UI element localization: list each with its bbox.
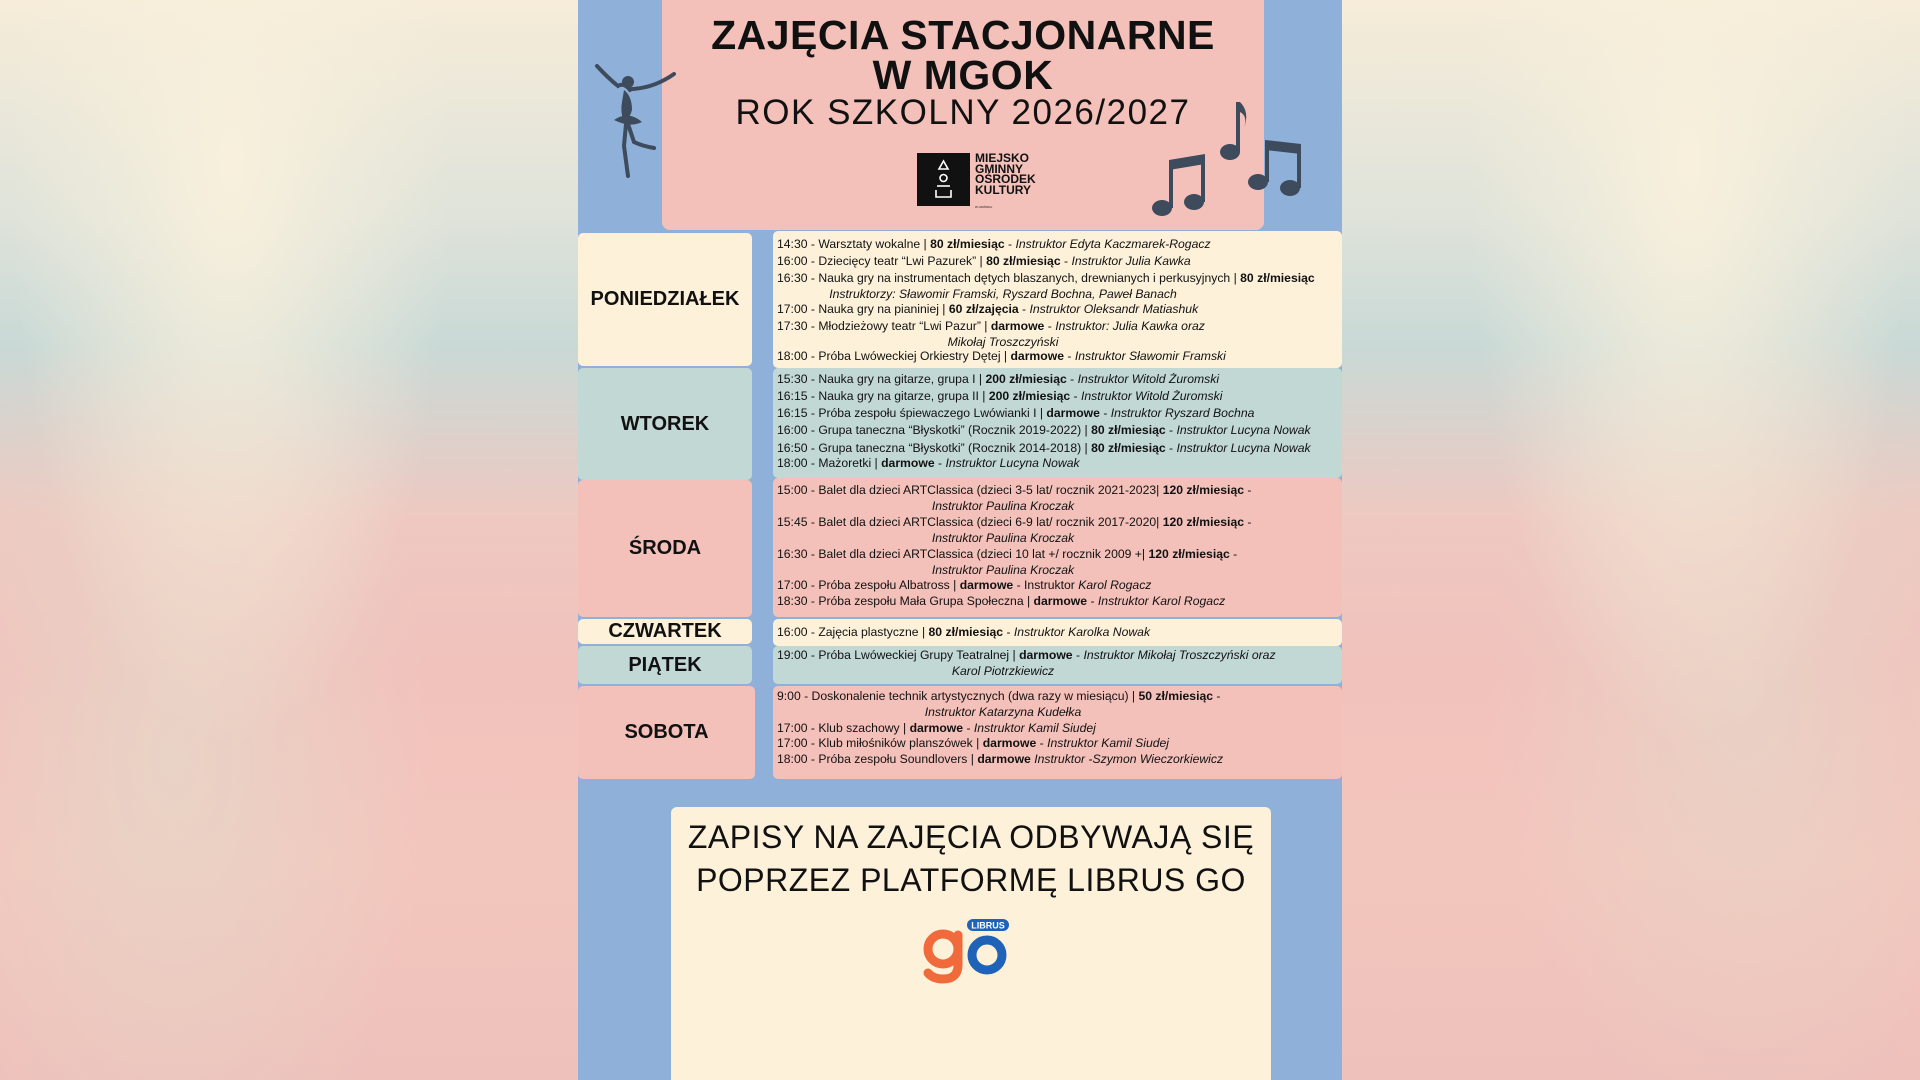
schedule-entry — [777, 406, 1254, 420]
entry-text: 16:30 - Balet dla dzieci ARTClassica (dzieci 10 lat +/ rocznik 2009 +| — [777, 547, 1149, 561]
entry-text: 15:00 - Balet dla dzieci ARTClassica (dzieci 3-5 lat/ rocznik 2021-2023| — [777, 483, 1163, 497]
entry-instructor: Instruktor Witold Żuromski — [1080, 389, 1223, 403]
entry-text: 18:00 - Mażoretki | — [777, 456, 882, 470]
schedule-entry — [777, 547, 1237, 561]
schedule-tuesday — [773, 368, 1342, 478]
background-blur-left — [0, 0, 578, 1080]
schedule-entry — [773, 563, 1233, 577]
entry-text: 18:30 - Próba zespołu Mała Grupa Społeczna | — [777, 594, 1034, 608]
schedule-entry — [777, 271, 1315, 285]
entry-text: 16:00 - Dziecięcy teatr “Lwi Pazurek” | — [777, 254, 987, 268]
entry-separator: - — [1244, 515, 1252, 529]
schedule-wednesday — [773, 478, 1342, 617]
schedule-friday — [773, 646, 1342, 684]
entry-text: 14:30 - Warsztaty wokalne | — [777, 237, 931, 251]
librus-badge-text: LIBRUS — [971, 920, 1005, 931]
entry-separator: - — [1044, 319, 1056, 333]
entry-instructor: Karol Piotrzkiewicz — [951, 664, 1055, 678]
entry-instructor: Instruktor Lucyna Nowak — [1176, 423, 1311, 437]
entry-text: 17:00 - Klub szachowy | — [777, 721, 910, 735]
day-label-wednesday: ŚRODA — [578, 480, 752, 617]
entry-separator: - — [1003, 625, 1014, 639]
enrollment-text-line2: POPRZEZ PLATFORMĘ LIBRUS GO — [696, 862, 1246, 898]
entry-instructor: Instruktor -Szymon Wieczorkiewicz — [1034, 752, 1224, 766]
schedule-entry — [773, 335, 1233, 349]
schedule-entry — [777, 648, 1276, 662]
entry-text: 16:00 - Zajęcia plastyczne | — [777, 625, 929, 639]
entry-price: 60 zł/zajęcia — [948, 302, 1019, 316]
poster-title-line2: W MGOK — [872, 52, 1054, 98]
day-label-saturday: SOBOTA — [578, 686, 755, 779]
librus-go-logo — [919, 915, 1019, 985]
entry-price: 80 zł/miesiąc — [1240, 271, 1315, 285]
entry-text: 16:15 - Próba zespołu śpiewaczego Lwówianki I | — [777, 406, 1047, 420]
entry-separator: - — [963, 721, 974, 735]
schedule-entry — [777, 483, 1251, 497]
entry-text: 17:00 - Próba zespołu Albatross | — [777, 578, 960, 592]
entry-instructor: Instruktor Kamil Siudej — [973, 721, 1096, 735]
entry-text: 16:30 - Nauka gry na instrumentach dętych blaszanych, drewnianych i perkusyjnych | — [777, 271, 1241, 285]
entry-instructor: Karol Rogacz — [1078, 578, 1152, 592]
entry-price: darmowe — [982, 736, 1037, 750]
entry-instructor: Instruktor Sławomir Framski — [1074, 349, 1226, 363]
entry-text: 17:00 - Klub miłośników planszówek | — [777, 736, 983, 750]
entry-separator: - — [1070, 389, 1081, 403]
entry-text: 17:30 - Młodzieżowy teatr “Lwi Pazur” | — [777, 319, 991, 333]
enrollment-text-line1: ZAPISY NA ZAJĘCIA ODBYWAJĄ SIĘ — [687, 819, 1255, 855]
mgok-logo — [917, 153, 1035, 209]
entry-separator: - — [1244, 483, 1252, 497]
entry-price: 80 zł/miesiąc — [1091, 441, 1166, 455]
entry-price: 120 zł/miesiąc — [1162, 515, 1244, 529]
schedule-entry — [777, 441, 1311, 455]
entry-price: 120 zł/miesiąc — [1162, 483, 1244, 497]
day-label-tuesday: WTOREK — [578, 368, 752, 480]
entry-instructor: Instruktor Lucyna Nowak — [945, 456, 1080, 470]
music-notes-icon — [1150, 98, 1310, 226]
entry-price: darmowe — [977, 752, 1031, 766]
entry-price: darmowe — [1046, 406, 1100, 420]
entry-text: 19:00 - Próba Lwóweckiej Grupy Teatralnej | — [777, 648, 1020, 662]
entry-instructor: Instruktor Karolka Nowak — [1013, 625, 1151, 639]
entry-instructor: Instruktor: Julia Kawka oraz — [1055, 319, 1205, 333]
entry-text: 16:00 - Grupa taneczna “Błyskotki” (Rocznik 2019-2022) | — [777, 423, 1092, 437]
schedule-entry — [777, 578, 1151, 592]
schedule-entry — [777, 594, 1225, 608]
schedule-entry — [777, 736, 1169, 750]
entry-text: 9:00 - Doskonalenie technik artystycznych (dwa razy w miesiącu) | — [777, 689, 1139, 703]
enrollment-info-box — [671, 807, 1271, 1080]
schedule-entry — [773, 664, 1233, 678]
schedule-monday — [773, 231, 1342, 368]
entry-instructor: Instruktor Mikołaj Troszczyński oraz — [1083, 648, 1276, 662]
entry-separator: - — [1165, 423, 1177, 437]
schedule-entry — [773, 705, 1233, 719]
schedule-entry — [777, 254, 1191, 268]
entry-price: 200 zł/miesiąc — [988, 389, 1071, 403]
entry-text: 16:15 - Nauka gry na gitarze, grupa II | — [777, 389, 989, 403]
schedule-entry — [777, 625, 1150, 639]
entry-text: 15:30 - Nauka gry na gitarze, grupa I | — [777, 372, 986, 386]
entry-instructor: Mikołaj Troszczyński — [947, 335, 1059, 349]
entry-instructor: Instruktor Witold Żuromski — [1077, 372, 1220, 386]
day-label-thursday: CZWARTEK — [578, 619, 752, 644]
entry-separator: - — [1099, 406, 1111, 420]
schedule-entry — [777, 721, 1096, 735]
entry-separator: - — [1165, 441, 1177, 455]
entry-price: darmowe — [959, 578, 1014, 592]
entry-instructor: Instruktor Oleksandr Matiashuk — [1029, 302, 1199, 316]
entry-text: 18:00 - Próba Lwóweckiej Orkiestry Dętej | — [777, 349, 1011, 363]
entry-separator: - — [1063, 349, 1075, 363]
schedule-entry — [777, 752, 1223, 766]
entry-instructor: Instruktor Julia Kawka — [1071, 254, 1191, 268]
ballerina-icon — [594, 62, 694, 182]
day-label-friday: PIĄTEK — [578, 646, 752, 684]
entry-price: 200 zł/miesiąc — [985, 372, 1067, 386]
entry-text: 18:00 - Próba zespołu Soundlovers | — [777, 752, 978, 766]
entry-price: 80 zł/miesiąc — [1091, 423, 1166, 437]
entry-separator: - — [1060, 254, 1072, 268]
entry-price: darmowe — [1033, 594, 1088, 608]
schedule-entry — [777, 456, 1080, 470]
schedule-entry — [773, 287, 1233, 301]
mgok-logo-text: MIEJSKO GMINNY OŚRODEK KULTURY — [975, 151, 1036, 197]
entry-price: 50 zł/miesiąc — [1138, 689, 1214, 703]
entry-instructor: Instruktor Paulina Kroczak — [931, 563, 1075, 577]
entry-price: 80 zł/miesiąc — [930, 237, 1005, 251]
entry-price: 120 zł/miesiąc — [1148, 547, 1230, 561]
entry-instructor: Instruktor Kamil Siudej — [1047, 736, 1170, 750]
schedule-entry — [777, 389, 1222, 403]
schedule-entry — [773, 531, 1233, 545]
entry-separator: - — [1036, 736, 1048, 750]
entry-separator: - — [1087, 594, 1098, 608]
schedule-saturday — [773, 686, 1342, 779]
entry-price: darmowe — [990, 319, 1045, 333]
entry-instructor: Instruktor Edyta Kaczmarek-Rogacz — [1015, 237, 1211, 251]
poster-title-line1: ZAJĘCIA STACJONARNE — [711, 12, 1215, 58]
entry-separator: - — [1229, 547, 1238, 561]
schedule-entry — [777, 689, 1220, 703]
poster — [578, 0, 1342, 1080]
schedule-entry — [777, 302, 1198, 316]
schedule-entry — [773, 499, 1233, 513]
entry-price: darmowe — [1019, 648, 1073, 662]
entry-instructor: Instruktorzy: Sławomir Framski, Ryszard Bochna, Paweł Banach — [829, 287, 1177, 301]
entry-text: 15:45 - Balet dla dzieci ARTClassica (dzieci 6-9 lat/ rocznik 2017-2020| — [777, 515, 1163, 529]
entry-separator: - Instruktor — [1013, 578, 1079, 592]
poster-subtitle: ROK SZKOLNY 2026/2027 — [735, 93, 1191, 132]
entry-instructor: Instruktor Ryszard Bochna — [1110, 406, 1255, 420]
entry-separator: - — [1213, 689, 1221, 703]
entry-price: darmowe — [881, 456, 935, 470]
schedule-entry — [777, 237, 1211, 251]
schedule-entry — [777, 423, 1311, 437]
background-blur-right — [1342, 0, 1920, 1080]
schedule-entry — [777, 349, 1226, 363]
entry-separator: - — [1066, 372, 1078, 386]
mgok-logo-icon — [917, 153, 970, 206]
mgok-logo-subtext: W LWÓWKU — [975, 205, 993, 209]
entry-separator: - — [1072, 648, 1084, 662]
entry-separator: - — [1018, 302, 1030, 316]
entry-price: 80 zł/miesiąc — [986, 254, 1061, 268]
entry-price: darmowe — [1010, 349, 1064, 363]
entry-price: 80 zł/miesiąc — [928, 625, 1004, 639]
entry-text: 17:00 - Nauka gry na pianiniej | — [777, 302, 949, 316]
entry-instructor: Instruktor Karol Rogacz — [1097, 594, 1226, 608]
schedule-entry — [777, 515, 1251, 529]
schedule-entry — [777, 319, 1205, 333]
entry-separator: - — [1004, 237, 1016, 251]
schedule-thursday — [773, 619, 1342, 646]
entry-instructor: Instruktor Paulina Kroczak — [931, 531, 1075, 545]
entry-instructor: Instruktor Paulina Kroczak — [931, 499, 1075, 513]
schedule-entry — [777, 372, 1219, 386]
entry-instructor: Instruktor Lucyna Nowak — [1176, 441, 1311, 455]
entry-separator: - — [934, 456, 946, 470]
day-label-monday: PONIEDZIAŁEK — [578, 233, 752, 366]
entry-price: darmowe — [909, 721, 964, 735]
entry-instructor: Instruktor Katarzyna Kudełka — [924, 705, 1082, 719]
entry-text: 16:50 - Grupa taneczna “Błyskotki” (Rocznik 2014-2018) | — [777, 441, 1092, 455]
